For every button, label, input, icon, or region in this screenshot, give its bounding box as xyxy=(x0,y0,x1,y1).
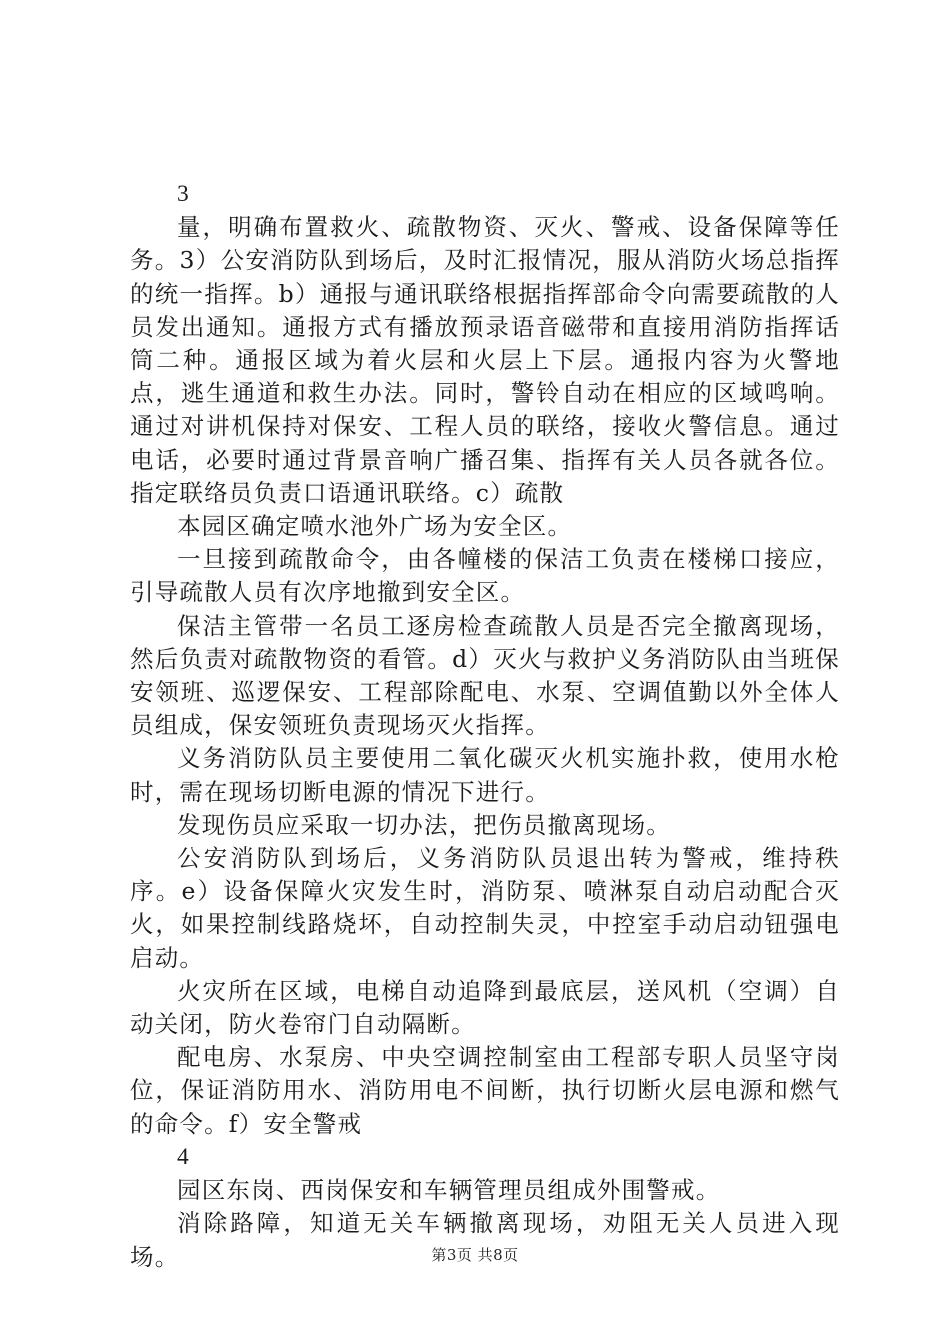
page-footer: 第3页 共8页 xyxy=(431,1246,519,1264)
page-number-marker: 3 xyxy=(177,181,190,207)
paragraph: 消除路障，知道无关车辆撤离现场，劝阻无关人员进入现场。 xyxy=(130,1209,840,1271)
paragraph: 发现伤员应采取一切办法，把伤员撤离现场。 xyxy=(177,810,671,839)
paragraph: 配电房、水泵房、中央空调控制室由工程部专职人员坚守岗位，保证消防用水、消防用电不间断，执行切断火层电源和燃气的命令。f）安全警戒 xyxy=(130,1043,840,1138)
paragraph: 义务消防队员主要使用二氧化碳灭火机实施扑救，使用水枪时，需在现场切断电源的情况下进行。 xyxy=(130,744,840,806)
paragraph: 本园区确定喷水池外广场为安全区。 xyxy=(177,512,573,541)
paragraph: 火灾所在区域，电梯自动追降到最底层，送风机（空调）自动关闭，防火卷帘门自动隔断。 xyxy=(130,976,840,1039)
paragraph: 量，明确布置救火、疏散物资、灭火、警戒、设备保障等任务。3）公安消防队到场后，及时汇报情况，服从消防火场总指挥的统一指挥。b）通报与通讯联络根据指挥部命令向需要疏散的人员发出通知。通报方式有播放预录语音磁带和直接用消防指挥话筒二种。通报区域为着火层和火层上下层。通报内容为火警地点，逃生通道和救生办法。同时，警铃自动在相应的区域鸣响。通过对讲机保持对保安、工程人员的联络，接收火警信息。通过电话，必要时通过背景音响广播召集、指挥有关人员各就各位。指定联络员负责口语通讯联络。c）疏散 xyxy=(130,213,840,507)
paragraph: 公安消防队到场后，义务消防队员退出转为警戒，维持秩序。e）设备保障火灾发生时，消防泵、喷淋泵自动启动配合灭火，如果控制线路烧坏，自动控制失灵，中控室手动启动钮强电启动。 xyxy=(130,844,840,972)
page-number-marker: 4 xyxy=(177,1143,190,1170)
paragraph: 园区东岗、西岗保安和车辆管理员组成外围警戒。 xyxy=(177,1176,721,1205)
document-body xyxy=(130,178,840,1274)
paragraph: 保洁主管带一名员工逐房检查疏散人员是否完全撤离现场，然后负责对疏散物资的看管。d）灭火与救护义务消防队由当班保安领班、巡逻保安、工程部除配电、水泵、空调值勤以外全体人员组成，保安领班负责现场灭火指挥。 xyxy=(130,611,840,740)
paragraph: 一旦接到疏散命令，由各幢楼的保洁工负责在楼梯口接应，引导疏散人员有次序地撤到安全区。 xyxy=(130,545,840,607)
